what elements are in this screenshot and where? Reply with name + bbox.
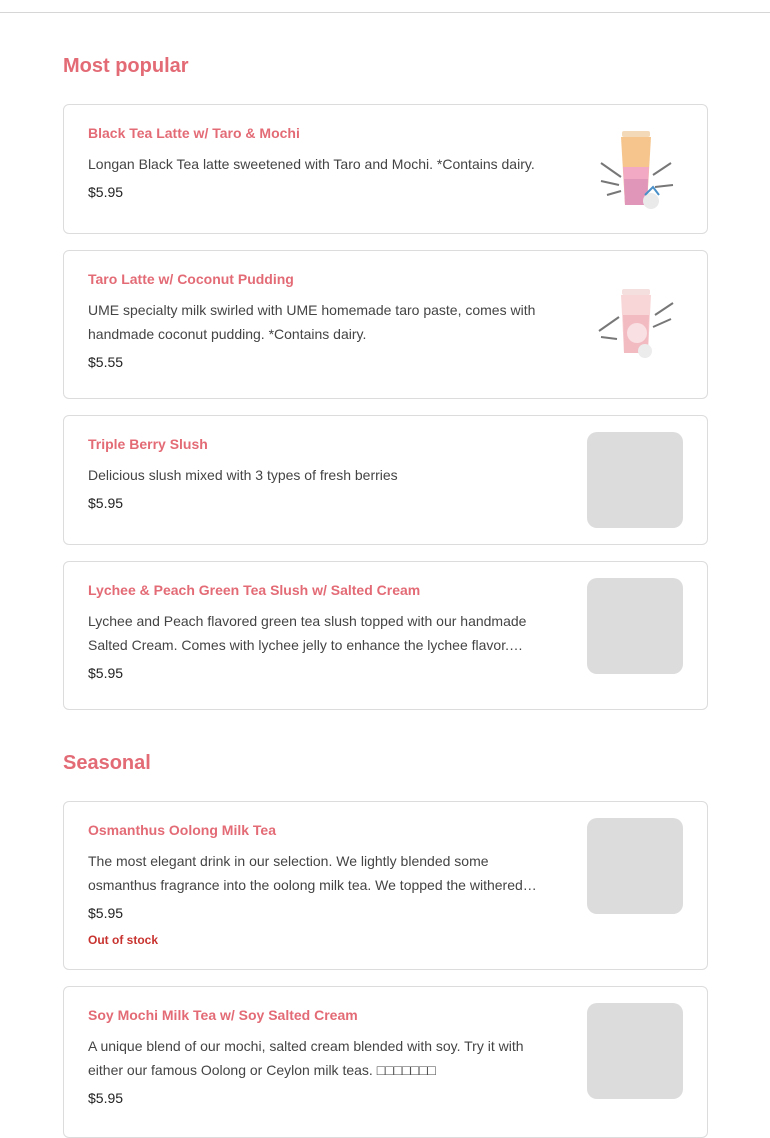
drink-cup-icon <box>587 273 683 369</box>
section-title-seasonal: Seasonal <box>63 752 151 774</box>
drink-photo[interactable] <box>587 273 683 369</box>
item-price: $5.95 <box>88 495 124 511</box>
item-name: Soy Mochi Milk Tea w/ Soy Salted Cream <box>88 1007 358 1023</box>
menu-item-card[interactable] <box>63 250 708 399</box>
item-description: UME specialty milk swirled with UME homemade taro paste, comes with handmade coconut pudding. *Contains dairy. <box>88 302 536 342</box>
out-of-stock-label: Out of stock <box>88 933 159 947</box>
item-price: $5.95 <box>88 184 124 200</box>
item-price: $5.55 <box>88 354 124 370</box>
item-name: Osmanthus Oolong Milk Tea <box>88 822 276 838</box>
drink-cup-icon <box>587 121 683 217</box>
section-title-most-popular: Most popular <box>63 55 189 77</box>
item-price: $5.95 <box>88 1090 124 1106</box>
item-description: Longan Black Tea latte sweetened with Taro and Mochi. *Contains dairy. <box>88 156 535 172</box>
item-name: Taro Latte w/ Coconut Pudding <box>88 271 294 287</box>
header-divider <box>0 12 770 13</box>
item-price: $5.95 <box>88 665 124 681</box>
menu-item-card[interactable] <box>63 801 708 970</box>
image-placeholder[interactable] <box>587 818 683 914</box>
menu-item-card[interactable] <box>63 415 708 545</box>
item-description: Delicious slush mixed with 3 types of fresh berries <box>88 467 398 483</box>
item-description: The most elegant drink in our selection. We lightly blended some osmanthus fragrance into the oolong milk tea. We topped the withered… <box>88 853 537 893</box>
menu-item-card[interactable] <box>63 986 708 1138</box>
menu-item-card[interactable] <box>63 561 708 710</box>
menu-item-card[interactable] <box>63 104 708 234</box>
item-price: $5.95 <box>88 905 124 921</box>
item-name: Lychee & Peach Green Tea Slush w/ Salted Cream <box>88 582 421 598</box>
drink-photo[interactable] <box>587 121 683 217</box>
item-name: Black Tea Latte w/ Taro & Mochi <box>88 125 300 141</box>
item-description: Lychee and Peach flavored green tea slush topped with our handmade Salted Cream. Comes with lychee jelly to enhance the lychee flavor.… <box>88 613 527 653</box>
item-description: A unique blend of our mochi, salted cream blended with soy. Try it with either our famous Oolong or Ceylon milk teas. □□□□□□□ <box>88 1038 524 1078</box>
image-placeholder[interactable] <box>587 432 683 528</box>
item-name: Triple Berry Slush <box>88 436 208 452</box>
image-placeholder[interactable] <box>587 578 683 674</box>
image-placeholder[interactable] <box>587 1003 683 1099</box>
